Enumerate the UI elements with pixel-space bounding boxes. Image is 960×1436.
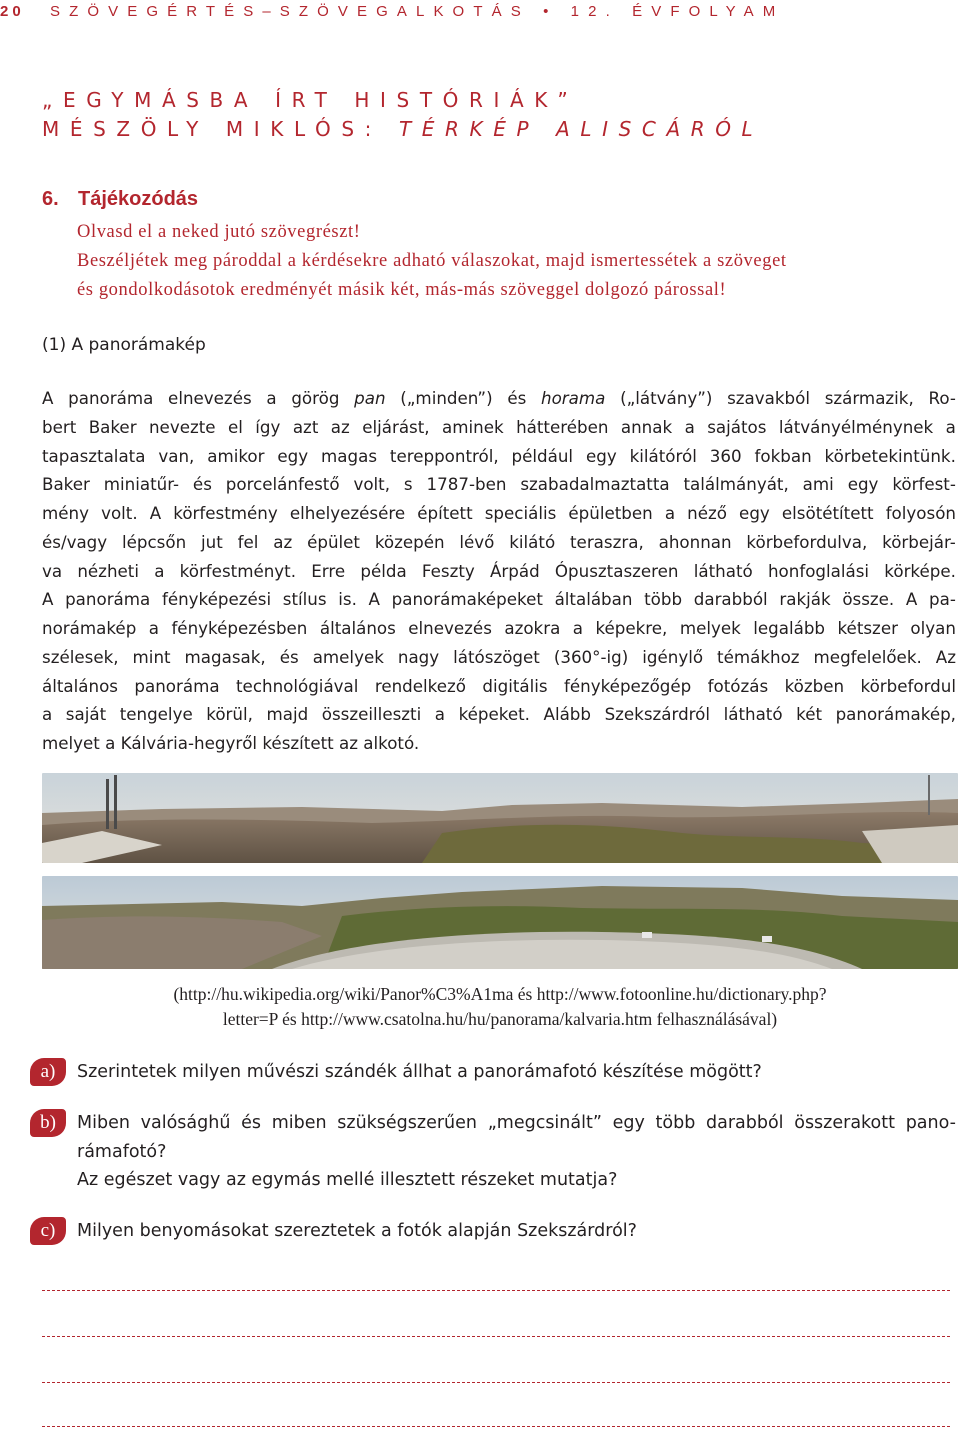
panorama-photo-2	[42, 876, 958, 969]
question-line: Milyen benyomásokat szereztetek a fotók alapján Szekszárdról?	[77, 1221, 637, 1241]
task-instruction-line: és gondolkodásotok eredményét másik két, más-más szöveggel dolgozó párossal!	[77, 280, 727, 300]
body-line: a saját tengelye körül, majd összeilleszti a képeket. Alább Szekszárdról látható két panorámakép,	[42, 704, 956, 725]
question-text	[77, 1058, 956, 1087]
body-line: szélesek, mint magasak, és amelyek nagy látószöget (360°-ig) igénylő témákhoz megfelelőek. Az	[42, 646, 956, 667]
credits-line: letter=P és http://www.csatolna.hu/hu/panorama/kalvaria.htm felhasználásával)	[222, 1009, 778, 1029]
body-line: bert Baker nevezte el így azt az eljárást, aminek hátterében annak a sajátos látványélménynek a	[42, 416, 956, 437]
chapter-author: MÉSZÖLY MIKLÓS:	[42, 117, 399, 141]
task-instruction-line: Olvasd el a neked jutó szövegrészt!	[77, 222, 361, 242]
question-label-badge: c)	[30, 1217, 66, 1245]
task-number: 6.	[42, 188, 59, 210]
body-line: általános panoráma technológiával rendelkező digitális fényképezőgép fotózás közben körbefordul	[42, 675, 956, 696]
body-line: tapasztalata van, amikor egy magas tereppontról, például egy kilátóról 360 fokban körbetekintünk.	[42, 445, 956, 466]
page-number: 20	[0, 3, 25, 20]
answer-line[interactable]	[42, 1336, 950, 1337]
body-line: melyet a Kálvária-hegyről készített az alkotó.	[42, 733, 420, 753]
question-line: Miben valósághű és miben szükségszerűen „megcsinált” egy több darabból összerakott pano-	[77, 1113, 956, 1133]
body-line: mény volt. A körfestmény elhelyezésére épített speciális épületben a néző egy elsötétített folyosón	[42, 503, 956, 523]
body-line: A panoráma elnevezés a görög pan („minden”) és horama („látvány”) szavakból származik, Ro-	[42, 388, 956, 408]
question-line: Szerintetek milyen művészi szándék állhat a panorámafotó készítése mögött?	[77, 1062, 762, 1082]
question-line: Az egészet vagy az egymás mellé illesztett részeket mutatja?	[77, 1170, 618, 1190]
chapter-title-line2	[42, 115, 763, 144]
body-line: Baker miniatűr- és porcelánfestő volt, s 1787-ben szabadalmaztatta találmányát, ami egy körfest-	[42, 474, 956, 495]
answer-line[interactable]	[42, 1382, 950, 1383]
question-label-badge: b)	[30, 1109, 66, 1137]
question-text	[77, 1217, 956, 1246]
answer-line[interactable]	[42, 1426, 950, 1427]
body-line: norámakép a fényképezésben általános elnevezés azokra a képekre, melyek legalább kétszer olyan	[42, 618, 956, 638]
chapter-work-title: TÉRKÉP ALISCÁRÓL	[398, 117, 764, 141]
image-credits	[42, 982, 958, 1032]
chapter-title-line1: „EGYMÁSBA ÍRT HISTÓRIÁK”	[42, 88, 579, 112]
question-line: rámafotó?	[77, 1141, 167, 1162]
body-line: és/vagy lépcsőn jut fel az épület közepén lévő kilátó teraszra, ahonnan körbefordulva, körbejár-	[42, 531, 956, 552]
running-title: SZÖVEGÉRTÉS–SZÖVEGALKOTÁS • 12. ÉVFOLYAM	[50, 3, 785, 20]
task-title: Tájékozódás	[78, 188, 199, 210]
page-header	[0, 0, 960, 24]
task-instructions	[77, 218, 957, 305]
task-instruction-line: Beszéljétek meg pároddal a kérdésekre adható válaszokat, majd ismertessétek a szöveget	[77, 251, 787, 271]
section-heading: (1) A panorámakép	[42, 335, 206, 355]
chapter-title	[42, 86, 763, 144]
body-line: va nézheti a körfestményt. Erre példa Feszty Árpád Ópusztaszeren látható honfoglalási körképe.	[42, 560, 956, 581]
credits-line: (http://hu.wikipedia.org/wiki/Panor%C3%A1ma és http://www.fotoonline.hu/dictionary.php?	[173, 984, 827, 1004]
answer-line[interactable]	[42, 1290, 950, 1291]
task-heading	[42, 188, 198, 211]
section-body	[42, 384, 956, 758]
question-label-badge: a)	[30, 1058, 66, 1086]
body-line: A panoráma fényképezési stílus is. A panorámaképeket általában több darabból rakják össze. A pa-	[42, 589, 956, 610]
panorama-photo-1	[42, 773, 958, 863]
question-text	[77, 1109, 956, 1195]
